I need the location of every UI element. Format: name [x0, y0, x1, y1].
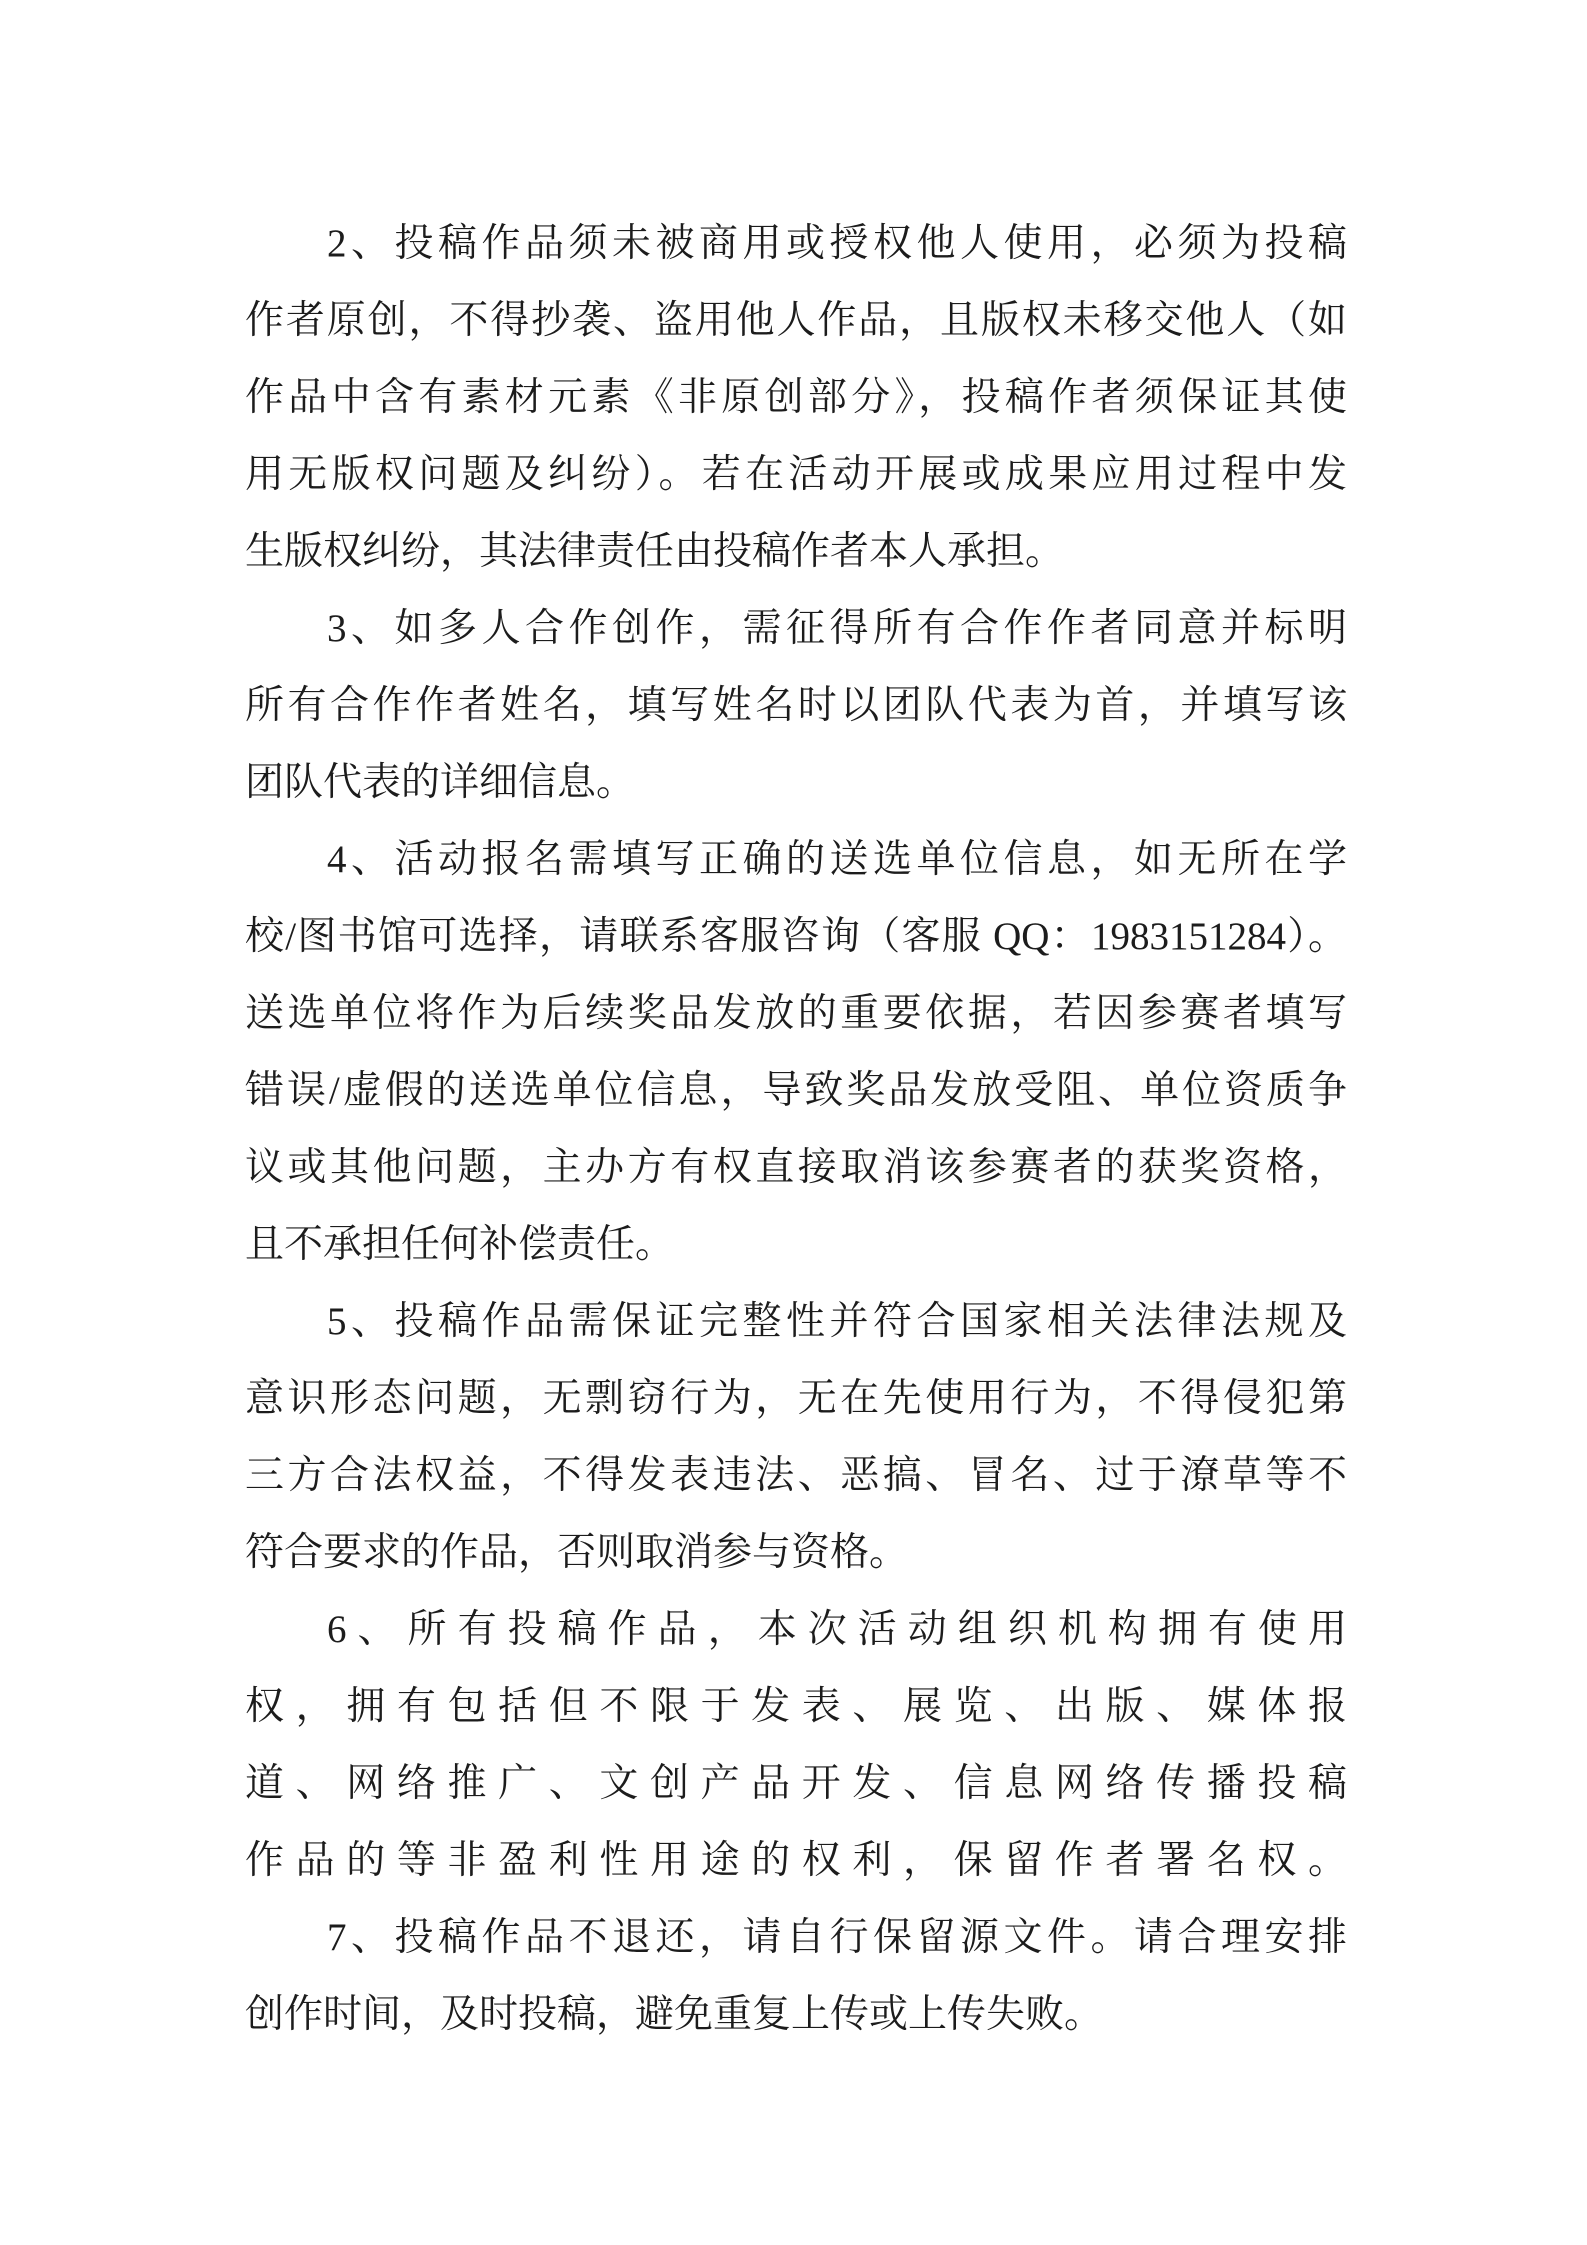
- paragraph-6: [245, 1591, 1347, 1899]
- text-line: 用无版权问题及纠纷）。若在活动开展或成果应用过程中发: [245, 453, 1347, 496]
- text-line: 4、活动报名需填写正确的送选单位信息，如无所在学: [327, 838, 1347, 881]
- text-line: 道、网络推广、文创产品开发、信息网络传播投稿: [245, 1762, 1347, 1805]
- text-line: 作品的等非盈利性用途的权利，保留作者署名权。: [245, 1839, 1347, 1882]
- text-line: 符合要求的作品，否则取消参与资格。: [245, 1531, 909, 1574]
- text-line: 且不承担任何补偿责任。: [245, 1223, 675, 1266]
- text-line: 错误/虚假的送选单位信息，导致奖品发放受阻、单位资质争: [245, 1069, 1347, 1112]
- paragraph-2: [245, 205, 1347, 590]
- text-line: 权，拥有包括但不限于发表、展览、出版、媒体报: [245, 1685, 1347, 1728]
- paragraph-3: [245, 590, 1347, 821]
- text-line: 意识形态问题，无剽窃行为，无在先使用行为，不得侵犯第: [245, 1377, 1347, 1420]
- text-line: 6、所有投稿作品，本次活动组织机构拥有使用: [327, 1608, 1347, 1651]
- paragraph-7: [245, 1899, 1347, 2053]
- text-line: 2、投稿作品须未被商用或授权他人使用，必须为投稿: [327, 222, 1347, 265]
- text-line: 5、投稿作品需保证完整性并符合国家相关法律法规及: [327, 1300, 1347, 1343]
- text-line: 作品中含有素材元素《非原创部分》，投稿作者须保证其使: [245, 376, 1347, 419]
- text-line: 三方合法权益，不得发表违法、恶搞、冒名、过于潦草等不: [245, 1454, 1347, 1497]
- text-line: 作者原创，不得抄袭、盗用他人作品，且版权未移交他人（如: [245, 299, 1347, 342]
- text-line: 生版权纠纷，其法律责任由投稿作者本人承担。: [245, 530, 1065, 573]
- text-line: 团队代表的详细信息。: [245, 761, 636, 804]
- text-line: 议或其他问题，主办方有权直接取消该参赛者的获奖资格，: [245, 1146, 1347, 1189]
- text-line: 3、如多人合作创作，需征得所有合作作者同意并标明: [327, 607, 1347, 650]
- paragraph-4: [245, 821, 1347, 1283]
- text-line: 校/图书馆可选择，请联系客服咨询（客服 QQ：1983151284）。: [245, 915, 1347, 958]
- paragraph-5: [245, 1283, 1347, 1591]
- text-line: 7、投稿作品不退还，请自行保留源文件。请合理安排: [327, 1916, 1347, 1959]
- text-line: 创作时间，及时投稿，避免重复上传或上传失败。: [245, 1993, 1104, 2036]
- text-line: 送选单位将作为后续奖品发放的重要依据，若因参赛者填写: [245, 992, 1347, 1035]
- text-line: 所有合作作者姓名，填写姓名时以团队代表为首，并填写该: [245, 684, 1347, 727]
